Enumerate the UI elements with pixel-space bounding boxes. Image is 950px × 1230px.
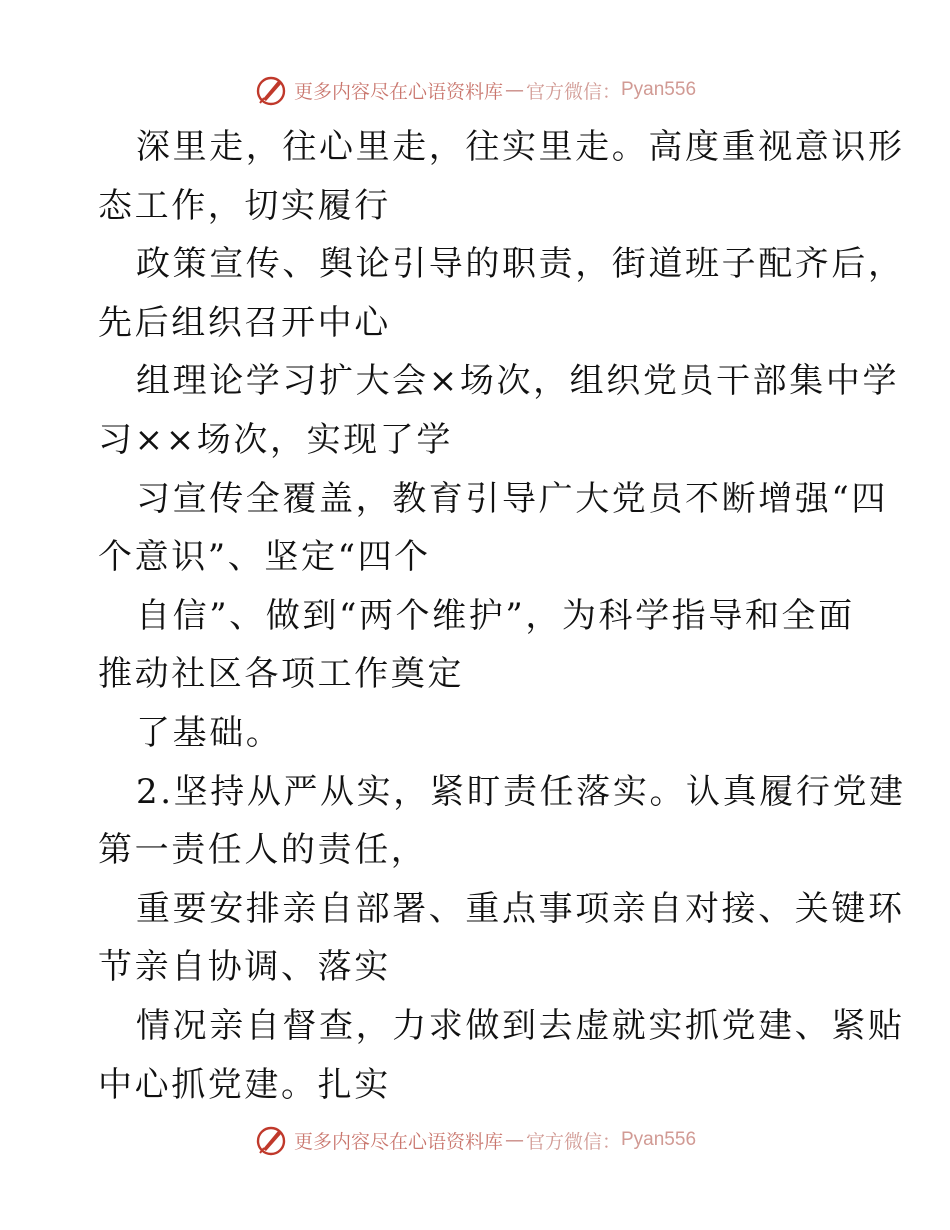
watermark-wechat-id: Pyan556 <box>621 1129 697 1150</box>
text-line: 自信”、做到“两个维护”，为科学指导和全面 <box>136 595 855 636</box>
watermark-wechat-id: Pyan556 <box>621 79 697 100</box>
footer-watermark <box>0 1120 950 1160</box>
text-line: 习××场次，实现了学 <box>98 419 453 460</box>
text-line: 推动社区各项工作奠定 <box>98 654 464 695</box>
text-line: 2.坚持从严从实，紧盯责任落实。认真履行党建 <box>136 771 906 812</box>
watermark-site-text: 更多内容尽在心语资料库 <box>293 80 503 103</box>
text-line: 态工作，切实履行 <box>98 185 391 226</box>
text-line: 中心抓党建。扎实 <box>98 1064 391 1105</box>
text-line: 习宣传全覆盖，教育引导广大党员不断增强“四 <box>136 478 888 519</box>
text-line: 情况亲自督查，力求做到去虚就实抓党建、紧贴 <box>136 1005 905 1046</box>
watermark-site-text: 更多内容尽在心语资料库 <box>293 1130 503 1153</box>
text-line: 先后组织召开中心 <box>98 302 391 343</box>
text-line: 个意识”、坚定“四个 <box>98 537 431 578</box>
quill-logo-icon <box>254 1123 288 1157</box>
header-watermark <box>0 70 950 110</box>
text-line: 深里走，往心里走，往实里走。高度重视意识形 <box>136 127 905 167</box>
watermark-wechat-label: 官方微信： <box>525 1130 621 1153</box>
watermark-dash: — <box>504 79 524 101</box>
text-line: 组理论学习扩大会×场次，组织党员干部集中学 <box>136 361 900 402</box>
quill-logo-icon <box>254 73 288 107</box>
text-line: 政策宣传、舆论引导的职责，街道班子配齐后， <box>136 244 905 285</box>
watermark-dash: — <box>504 1129 524 1151</box>
text-line: 节亲自协调、落实 <box>98 947 391 988</box>
text-line: 重要安排亲自部署、重点事项亲自对接、关键环 <box>136 888 905 929</box>
text-line: 了基础。 <box>136 712 283 753</box>
text-line: 第一责任人的责任， <box>98 830 428 871</box>
watermark-wechat-label: 官方微信： <box>525 80 621 103</box>
document-body <box>98 118 906 1114</box>
